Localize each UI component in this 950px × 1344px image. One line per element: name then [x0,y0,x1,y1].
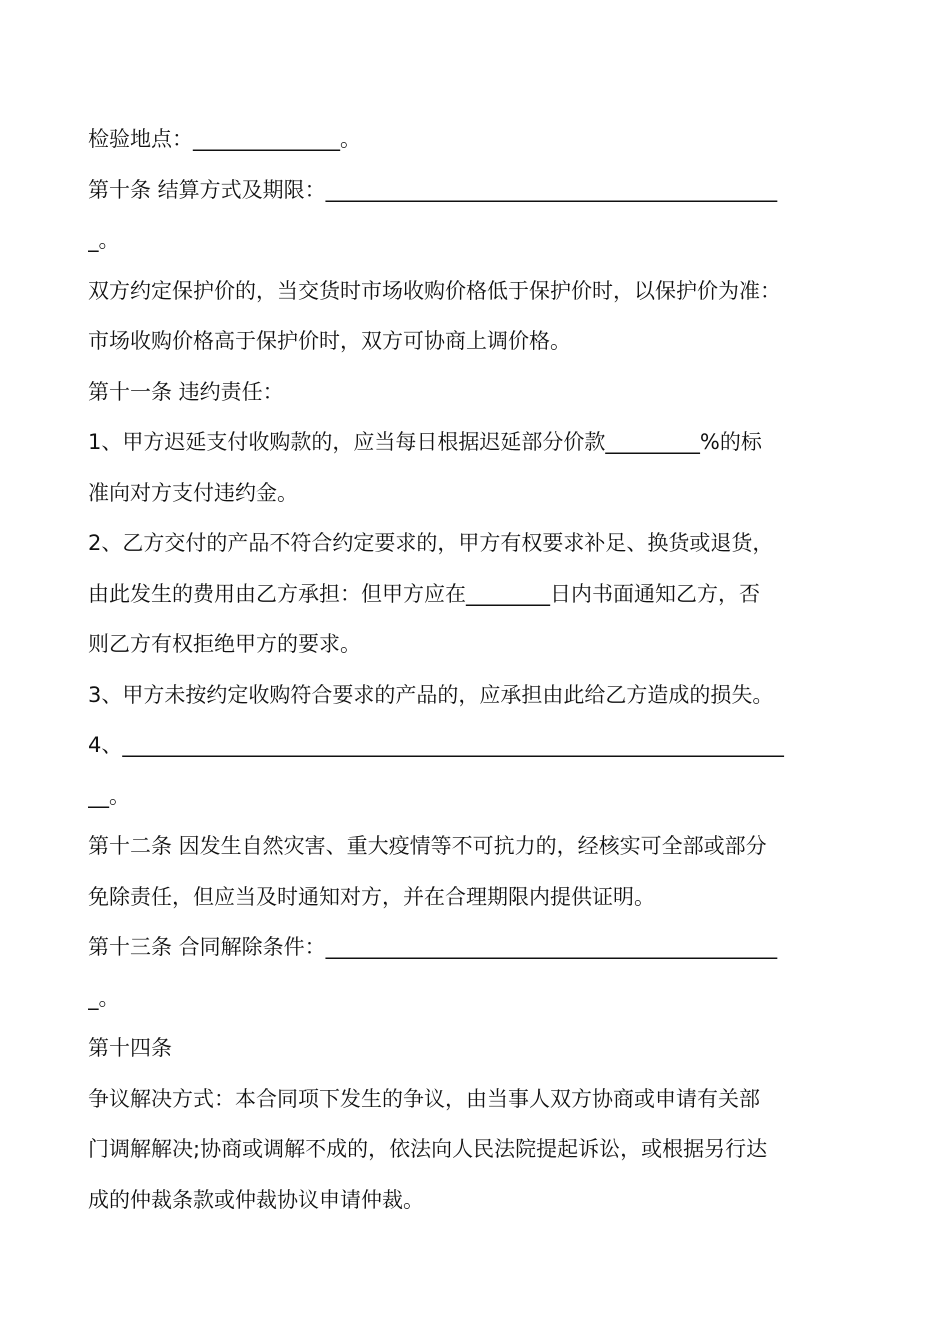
dispute-resolution-line-2: 门调解解决;协商或调解不成的，依法向人民法院提起诉讼，或根据另行达 [88,1137,768,1161]
article-13-blank-end: _。 [88,985,120,1010]
liability-item-4-line-2: __。 [88,783,130,808]
article-12-line-1: 第十二条 因发生自然灾害、重大疫情等不可抗力的，经核实可全部或部分 [88,834,767,858]
liability-item-3: 3、甲方未按约定收购符合要求的产品的，应承担由此给乙方造成的损失。 [88,682,774,707]
article-11-heading: 第十一条 违约责任： [88,379,284,404]
article-10-blank-end: _。 [88,228,120,252]
protection-price-line-1: 双方约定保护价的，当交货时市场收购价格低于保护价时，以保护价为准： [88,278,781,303]
liability-item-4-line-1: 4、_______________________________________________________________ [88,733,784,757]
liability-item-1-line-1: 1、甲方迟延支付收购款的，应当每日根据迟延部分价款_________%的标 [88,430,762,454]
article-12-line-2: 免除责任，但应当及时通知对方，并在合理期限内提供证明。 [88,884,655,909]
dispute-resolution-line-3: 成的仲裁条款或仲裁协议申请仲裁。 [88,1187,424,1212]
liability-item-1-line-2: 准向对方支付违约金。 [88,480,298,505]
liability-item-2-line-2: 由此发生的费用由乙方承担：但甲方应在________日内书面通知乙方，否 [88,581,760,606]
article-14-heading: 第十四条 [88,1036,172,1060]
article-13-heading: 第十三条 合同解除条件：___________________________________________ [88,935,778,959]
dispute-resolution-line-1: 争议解决方式：本合同项下发生的争议，由当事人双方协商或申请有关部 [88,1086,760,1111]
liability-item-2-line-1: 2、乙方交付的产品不符合约定要求的，甲方有权要求补足、换货或退货， [88,531,774,555]
document-page [88,114,868,1225]
article-10-heading: 第十条 结算方式及期限：___________________________________________ [88,177,778,202]
liability-item-2-line-3: 则乙方有权拒绝甲方的要求。 [88,632,361,656]
protection-price-line-2: 市场收购价格高于保护价时，双方可协商上调价格。 [88,329,571,353]
inspection-location-line: 检验地点：______________。 [88,127,361,151]
